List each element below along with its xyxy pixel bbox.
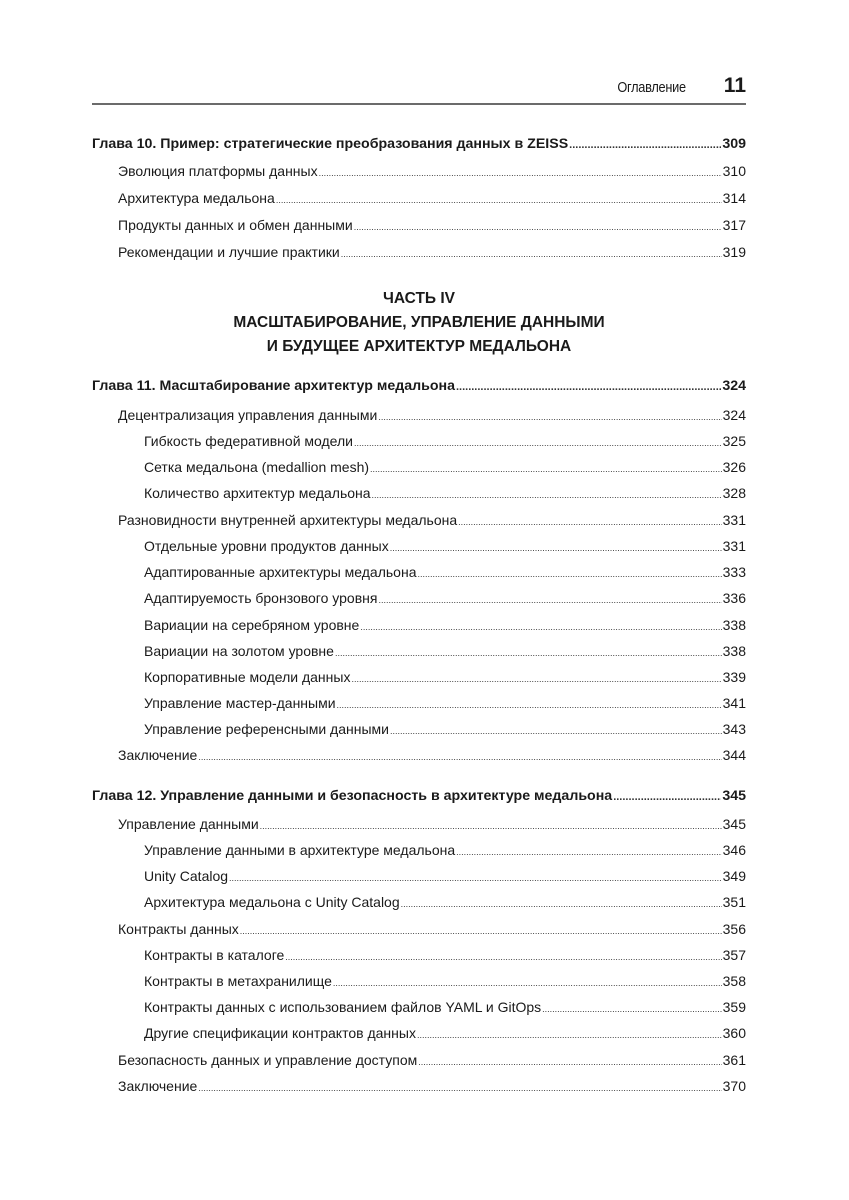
- toc-entry[interactable]: Архитектура медальона ..... 314: [92, 190, 746, 210]
- leader-dots: [456, 847, 722, 857]
- leader-dots: [401, 899, 722, 909]
- toc-entry[interactable]: Вариации на золотом уровне ..... 338: [92, 643, 746, 663]
- part-label: ЧАСТЬ IV: [382, 290, 456, 307]
- toc-entry[interactable]: Децентрализация управления данными ..... 324: [92, 407, 746, 427]
- leader-dots: [542, 1004, 721, 1014]
- toc-entry[interactable]: Вариации на серебряном уровне ..... 338: [92, 617, 746, 637]
- leader-dots: [354, 222, 722, 232]
- toc-entry[interactable]: Управление мастер-данными ..... 341: [92, 695, 746, 715]
- leader-dots: [378, 412, 721, 422]
- toc-entry[interactable]: Управление данными ..... 345: [92, 816, 746, 836]
- leader-dots: [417, 569, 721, 579]
- leader-dots: [390, 726, 722, 736]
- toc-entry[interactable]: Адаптируемость бронзового уровня ..... 336: [92, 590, 746, 610]
- toc-entry[interactable]: Контракты в каталоге ..... 357: [92, 947, 746, 967]
- leader-dots: [260, 821, 722, 831]
- part-title-line-1: МАСШТАБИРОВАНИЕ, УПРАВЛЕНИЕ ДАННЫМИ: [233, 314, 605, 331]
- toc-entry[interactable]: Архитектура медальона с Unity Catalog ..... 351: [92, 894, 746, 914]
- leader-dots: [285, 952, 721, 962]
- leader-dots: [360, 622, 721, 632]
- toc-entry[interactable]: Контракты данных ..... 356: [92, 921, 746, 941]
- leader-dots: [333, 978, 722, 988]
- part-title-line-2: И БУДУЩЕЕ АРХИТЕКТУР МЕДАЛЬОНА: [266, 338, 572, 355]
- toc-entry[interactable]: Контракты данных с использованием файлов YAML и GitOps ..... 359: [92, 999, 746, 1019]
- toc-entry[interactable]: Количество архитектур медальона ..... 328: [92, 485, 746, 505]
- leader-dots: [418, 1057, 721, 1067]
- toc-entry[interactable]: Адаптированные архитектуры медальона ..... 333: [92, 564, 746, 584]
- toc-entry[interactable]: Гибкость федеративной модели ..... 325: [92, 433, 746, 453]
- toc-entry[interactable]: Контракты в метахранилище ..... 358: [92, 973, 746, 993]
- toc-entry[interactable]: Рекомендации и лучшие практики ..... 319: [92, 244, 746, 264]
- toc-chapter-entry[interactable]: Глава 12. Управление данными и безопасность в архитектуре медальона ..... 345: [92, 788, 746, 808]
- leader-dots: [417, 1030, 722, 1040]
- leader-dots: [458, 517, 721, 527]
- toc-entry[interactable]: Управление данными в архитектуре медальона ..... 346: [92, 842, 746, 862]
- leader-dots: [378, 595, 721, 605]
- leader-dots: [335, 648, 722, 658]
- toc-entry[interactable]: Продукты данных и обмен данными ..... 317: [92, 217, 746, 237]
- part-heading: [92, 287, 746, 359]
- leader-dots: [372, 490, 722, 500]
- toc-entry[interactable]: Заключение ..... 344: [92, 747, 746, 767]
- leader-dots: [354, 438, 722, 448]
- toc-entry[interactable]: Заключение ..... 370: [92, 1078, 746, 1098]
- header-rule: [92, 103, 746, 105]
- leader-dots: [198, 752, 721, 762]
- toc-entry[interactable]: Безопасность данных и управление доступом ..... 361: [92, 1052, 746, 1072]
- toc-chapter-entry[interactable]: Глава 10. Пример: стратегические преобразования данных в ZEISS ..... 309: [92, 136, 746, 156]
- leader-dots: [370, 464, 722, 474]
- toc-entry[interactable]: Другие спецификации контрактов данных ..... 360: [92, 1025, 746, 1045]
- leader-dots: [198, 1083, 721, 1093]
- leader-dots: [341, 249, 722, 259]
- leader-dots: [613, 791, 721, 803]
- leader-dots: [337, 700, 722, 710]
- leader-dots: [456, 381, 721, 393]
- toc-entry[interactable]: Сетка медальона (medallion mesh) ..... 326: [92, 459, 746, 479]
- running-header-title: Оглавление: [617, 80, 686, 96]
- toc-entry[interactable]: Разновидности внутренней архитектуры медальона ..... 331: [92, 512, 746, 532]
- page-header: [92, 74, 746, 104]
- leader-dots: [240, 926, 722, 936]
- leader-dots: [390, 543, 722, 553]
- leader-dots: [229, 873, 722, 883]
- toc-entry[interactable]: Корпоративные модели данных ..... 339: [92, 669, 746, 689]
- page-number: 11: [723, 74, 746, 97]
- toc-entry[interactable]: Unity Catalog ..... 349: [92, 868, 746, 888]
- toc-entry[interactable]: Отдельные уровни продуктов данных ..... 331: [92, 538, 746, 558]
- leader-dots: [319, 168, 722, 178]
- toc-chapter-entry[interactable]: Глава 11. Масштабирование архитектур медальона ..... 324: [92, 378, 746, 398]
- toc-entry[interactable]: Эволюция платформы данных ..... 310: [92, 163, 746, 183]
- leader-dots: [569, 139, 721, 151]
- leader-dots: [351, 674, 721, 684]
- leader-dots: [276, 195, 722, 205]
- toc-entry[interactable]: Управление референсными данными ..... 343: [92, 721, 746, 741]
